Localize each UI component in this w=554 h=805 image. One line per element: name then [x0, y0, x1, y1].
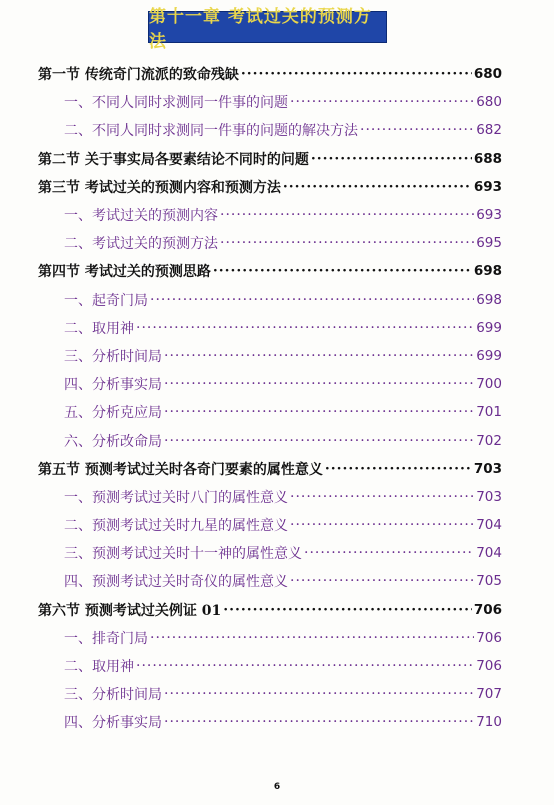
- toc-entry-page-number: 704: [476, 517, 502, 534]
- toc-entry-label: 一、起奇门局: [64, 292, 148, 309]
- toc-entry-label: 四、预测考试过关时奇仪的属性意义: [64, 574, 288, 591]
- toc-entry-page-number: 700: [476, 376, 502, 393]
- toc-section-entry: [0, 596, 554, 624]
- toc-entry-page-number: 695: [476, 235, 502, 252]
- toc-entry-page-number: 682: [476, 122, 502, 139]
- toc-entry-page-number: 693: [476, 207, 502, 224]
- dot-leader: [311, 151, 472, 167]
- dot-leader: [164, 714, 474, 730]
- toc-entry-label: 第五节 预测考试过关时各奇门要素的属性意义: [38, 461, 323, 478]
- toc-subsection-entry: [0, 708, 554, 736]
- toc-entry-page-number: 703: [473, 460, 502, 477]
- toc-entry-page-number: 698: [473, 263, 502, 280]
- toc-subsection-entry: [0, 229, 554, 257]
- dot-leader: [164, 686, 474, 702]
- dot-leader: [290, 517, 474, 533]
- toc-entry-page-number: 707: [476, 686, 502, 703]
- toc-subsection-entry: [0, 483, 554, 511]
- toc-entry-page-number: 693: [473, 178, 502, 195]
- toc-subsection-entry: [0, 201, 554, 229]
- toc-entry-page-number: 699: [476, 319, 502, 336]
- toc-entry-label: 五、分析克应局: [64, 405, 162, 422]
- toc-subsection-entry: [0, 511, 554, 539]
- toc-entry-page-number: 688: [473, 150, 502, 167]
- toc-entry-label: 四、分析事实局: [64, 377, 162, 394]
- toc-entry-label: 六、分析改命局: [64, 433, 162, 450]
- page-number: 6: [273, 782, 281, 792]
- toc-section-entry: [0, 60, 554, 88]
- toc-entry-label: 三、分析时间局: [64, 687, 162, 704]
- toc-entry-label: 第四节 考试过关的预测思路: [38, 264, 211, 281]
- toc-section-entry: [0, 455, 554, 483]
- toc-entry-label: 四、分析事实局: [64, 715, 162, 732]
- dot-leader: [220, 235, 474, 251]
- toc-entry-label: 第一节 传统奇门流派的致命残缺: [38, 67, 239, 84]
- toc-entry-page-number: 702: [476, 432, 502, 449]
- toc-entry-label: 二、考试过关的预测方法: [64, 236, 218, 253]
- dot-leader: [164, 376, 474, 392]
- dot-leader: [164, 404, 474, 420]
- dot-leader: [164, 348, 474, 364]
- dot-leader: [290, 94, 474, 110]
- toc-section-entry: [0, 173, 554, 201]
- toc-entry-page-number: 706: [476, 629, 502, 646]
- toc-entry-page-number: 680: [476, 94, 502, 111]
- toc-subsection-entry: [0, 624, 554, 652]
- dot-leader: [304, 545, 474, 561]
- dot-leader: [290, 573, 474, 589]
- toc-entry-label: 一、预测考试过关时八门的属性意义: [64, 489, 288, 506]
- toc-entry-page-number: 706: [476, 658, 502, 675]
- dot-leader: [164, 433, 474, 449]
- toc-subsection-entry: [0, 426, 554, 454]
- dot-leader: [136, 658, 474, 674]
- dot-leader: [325, 461, 472, 477]
- toc-entry-label: 一、排奇门局: [64, 630, 148, 647]
- toc-subsection-entry: [0, 652, 554, 680]
- table-of-contents: [0, 60, 554, 737]
- toc-entry-label: 三、分析时间局: [64, 348, 162, 365]
- toc-subsection-entry: [0, 116, 554, 144]
- toc-entry-page-number: 706: [473, 601, 502, 618]
- toc-entry-page-number: 680: [473, 66, 502, 83]
- toc-entry-label: 一、不同人同时求测同一件事的问题: [64, 95, 288, 112]
- dot-leader: [150, 292, 474, 308]
- toc-entry-page-number: 704: [476, 545, 502, 562]
- dot-leader: [283, 179, 472, 195]
- toc-entry-page-number: 710: [476, 714, 502, 731]
- dot-leader: [136, 320, 474, 336]
- toc-subsection-entry: [0, 680, 554, 708]
- toc-subsection-entry: [0, 398, 554, 426]
- toc-entry-page-number: 699: [476, 347, 502, 364]
- dot-leader: [241, 66, 472, 82]
- toc-entry-label: 二、预测考试过关时九星的属性意义: [64, 518, 288, 535]
- toc-entry-page-number: 701: [476, 404, 502, 421]
- toc-subsection-entry: [0, 539, 554, 567]
- toc-subsection-entry: [0, 567, 554, 595]
- toc-subsection-entry: [0, 88, 554, 116]
- toc-entry-label: 二、不同人同时求测同一件事的问题的解决方法: [64, 123, 358, 140]
- toc-subsection-entry: [0, 314, 554, 342]
- toc-entry-label: 第三节 考试过关的预测内容和预测方法: [38, 179, 281, 196]
- toc-entry-label: 二、取用神: [64, 659, 134, 676]
- toc-entry-label: 二、取用神: [64, 320, 134, 337]
- chapter-title: 第十一章 考试过关的预测方法: [148, 11, 387, 43]
- toc-entry-label: 第六节 预测考试过关例证 01: [38, 602, 222, 619]
- toc-subsection-entry: [0, 286, 554, 314]
- dot-leader: [360, 122, 474, 138]
- toc-entry-page-number: 698: [476, 291, 502, 308]
- toc-section-entry: [0, 145, 554, 173]
- dot-leader: [213, 263, 472, 279]
- toc-entry-label: 一、考试过关的预测内容: [64, 208, 218, 225]
- toc-entry-page-number: 705: [476, 573, 502, 590]
- dot-leader: [220, 207, 474, 223]
- toc-entry-label: 第二节 关于事实局各要素结论不同时的问题: [38, 151, 309, 168]
- toc-entry-page-number: 703: [476, 488, 502, 505]
- dot-leader: [150, 630, 474, 646]
- dot-leader: [290, 489, 474, 505]
- toc-subsection-entry: [0, 370, 554, 398]
- toc-entry-label: 三、预测考试过关时十一神的属性意义: [64, 546, 302, 563]
- toc-section-entry: [0, 257, 554, 285]
- toc-subsection-entry: [0, 342, 554, 370]
- dot-leader: [223, 602, 472, 618]
